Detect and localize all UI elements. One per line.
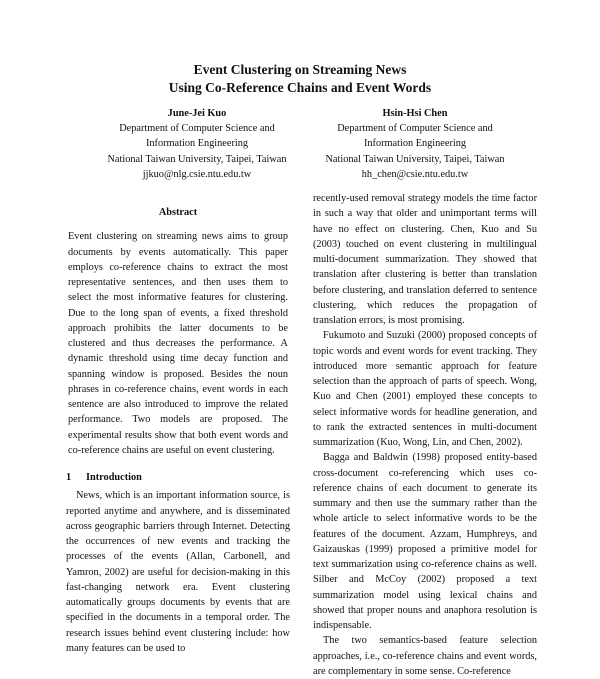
paper-title-line-2: Using Co-Reference Chains and Event Words: [168, 80, 432, 95]
author-university-1: National Taiwan University, Taipei, Taiwan: [107, 153, 287, 165]
right-paragraph-2: Fukumoto and Suzuki (2000) proposed concepts of topic words and event words for event tracking. They introduced more semantic approach for feature selection than the approach of parts of speech. Wong, Kuo and Chen (2001) employed these concepts to select informative words for headline generation, and to rank the extracted sentences in multi-document summarization (Kuo, Wong, Lin, and Chen, 2002).: [313, 330, 537, 448]
paper-title-line-1: Event Clustering on Streaming News: [193, 62, 407, 77]
right-paragraph-4: The two semantics-based feature selection approaches, i.e., co-reference chains and event words, are complementary in some sense. Co-reference: [313, 635, 537, 677]
author-dept-1a: Department of Computer Science and: [119, 123, 275, 135]
author-name-1: June-Jei Kuo: [167, 108, 227, 119]
abstract-body: [66, 229, 290, 458]
right-paragraph-1: recently-used removal strategy models the time factor in such a way that older and unimportant terms will have no effect on clustering. Chen, Kuo and Su (2003) touched on event clustering in multilingual multi-document summarization. They showed that translation after clustering is better than translation before clustering, and translation deferred to sentence clustering, which reduces the propagation of translation errors, is most promising.: [313, 193, 537, 326]
intro-paragraph: News, which is an important information source, is reported anytime and anywhere, and is disseminated across geographic barriers through Internet. Detecting the occurrences of new events and tracking the processes of the events (Allan, Carbonell, and Yamron, 2002) are useful for decision-making in this fast-changing network era. Event clustering automatically groups documents by events that are specified in the documents in a temporal order. The research issues behind event clustering include: how many features can be used to: [66, 490, 290, 654]
left-column: [66, 205, 290, 654]
right-column: [313, 191, 537, 677]
author-email-1: jjkuo@nlg.csie.ntu.edu.tw: [142, 168, 252, 180]
author-dept-2b: Information Engineering: [363, 138, 467, 150]
abstract-heading: Abstract: [158, 207, 198, 218]
author-dept-2a: Department of Computer Science and: [337, 123, 493, 135]
right-paragraph-3: Bagga and Baldwin (1998) proposed entity-based cross-document co-referencing which uses co-reference chains of each document to generate its summary and then use the summary rather than the whole article to select informative words to be the features of the document. Azzam, Humphreys, and Gaizauskas (1999) proposed a primitive model for text summarization using co-reference chains as well. Silber and McCoy (2002) proposed a text summarization model using lexical chains and showed that proper nouns and anaphora resolution is indispensable.: [313, 452, 537, 631]
section-1-heading: [66, 470, 290, 485]
author-dept-1b: Information Engineering: [145, 138, 249, 150]
author-email-2: hh_chen@csie.ntu.edu.tw: [361, 168, 469, 180]
author-block-1: [82, 106, 312, 182]
abstract-text: Event clustering on streaming news aims to group documents by events automatically. This paper employs co-reference chains to extract the most representative sentences, and then uses them to select the most informative features for clustering. Due to the long span of events, a fixed threshold approach prohibits the latter documents to be clustered and thus decreases the performance. A dynamic threshold using time decay function and spanning window is proposed. Besides the noun phrases in co-reference chains, event words in each sentence are also introduced to improve the related performance. Two models are proposed. The experimental results show that both event words and co-reference chains are useful on event clustering.: [68, 231, 288, 456]
section-1-title: Introduction: [86, 472, 142, 483]
author-name-2: Hsin-Hsi Chen: [382, 108, 448, 119]
author-block-2: [300, 106, 530, 182]
section-1-number: 1: [66, 472, 72, 483]
author-university-2: National Taiwan University, Taipei, Taiwan: [325, 153, 505, 165]
